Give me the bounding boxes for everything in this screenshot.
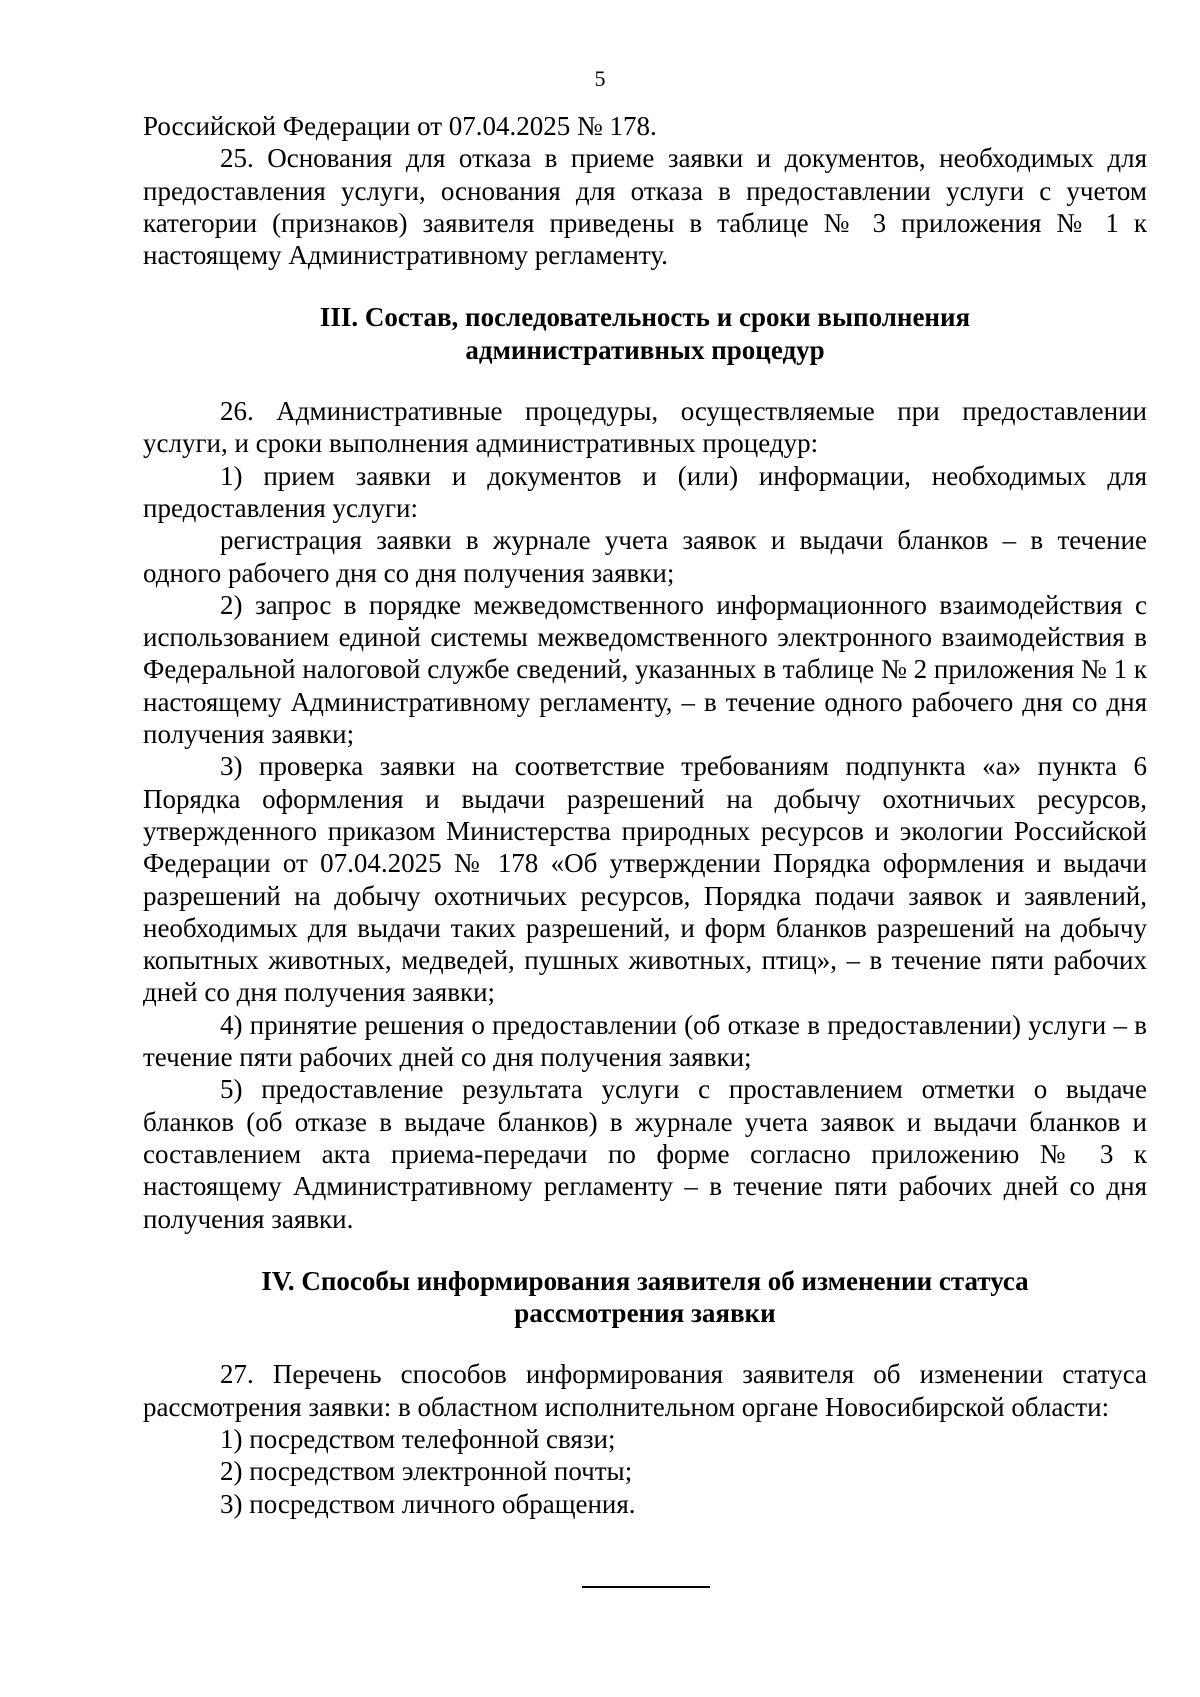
paragraph-27: 27. Перечень способов информирования заявителя об изменении статуса рассмотрения заявки: в областном исполнительном органе Новосибирской области: bbox=[143, 1359, 1147, 1422]
list-item-3: 3) проверка заявки на соответствие требованиям подпункта «а» пункта 6 Порядка оформления и выдачи разрешений на добычу охотничьих ресурсов, утвержденного приказом Министерства природных ресурсов и экологии Российской Федерации от 07.04.2025 № 178 «Об утверждении Порядка оформления и выдачи разрешений на добычу охотничьих ресурсов, Порядка подачи заявок и заявлений, необходимых для выдачи таких разрешений, и форм бланков разрешений на добычу копытных животных, медведей, пушных животных, птиц», – в течение пяти рабочих дней со дня получения заявки; bbox=[143, 751, 1147, 1008]
contact-method-2: 2) посредством электронной почты; bbox=[220, 1456, 633, 1487]
paragraph-26: 26. Административные процедуры, осуществляемые при предоставлении услуги, и сроки выполнения административных процедур: bbox=[143, 396, 1147, 459]
list-item-1: 1) прием заявки и документов и (или) информации, необходимых для предоставления услуги: bbox=[143, 460, 1147, 523]
contact-method-3: 3) посредством личного обращения. bbox=[220, 1488, 636, 1519]
end-of-document-rule bbox=[582, 1586, 710, 1588]
paragraph-continuation: Российской Федерации от 07.04.2025 № 178. bbox=[143, 111, 657, 141]
list-item-2: 2) запрос в порядке межведомственного информационного взаимодействия с использованием единой системы межведомственного электронного взаимодействия в Федеральной налоговой службе сведений, указанных в таблице № 2 приложения № 1 к настоящему Административному регламенту, – в течение одного рабочего дня со дня получения заявки; bbox=[143, 589, 1147, 750]
page-number: 5 bbox=[594, 66, 606, 91]
section-3-heading-line-1: III. Состав, последовательность и сроки выполнения bbox=[319, 302, 971, 333]
section-4-heading bbox=[143, 1265, 1147, 1330]
section-4-body bbox=[143, 1358, 1147, 1519]
paragraph-25: 25. Основания для отказа в приеме заявки и документов, необходимых для предоставления услуги, основания для отказа в предоставлении услуги с учетом категории (признаков) заявителя приведены в таблице № 3 приложения № 1 к настоящему Административному регламенту. bbox=[143, 143, 1147, 271]
list-item-5: 5) предоставление результата услуги с проставлением отметки о выдаче бланков (об отказе в выдаче бланков) в журнале учета заявок и выдачи бланков и составлением акта приема-передачи по форме согласно приложению № 3 к настоящему Административному регламенту – в течение пяти рабочих дней со дня получения заявки. bbox=[143, 1074, 1147, 1234]
document-body bbox=[143, 110, 1147, 1520]
contact-method-1: 1) посредством телефонной связи; bbox=[220, 1423, 616, 1454]
section-3-heading-line-2: административных процедур bbox=[465, 334, 825, 365]
section-4-heading-line-1: IV. Способы информирования заявителя об изменении статуса bbox=[261, 1265, 1029, 1296]
list-item-1-sub: регистрация заявки в журнале учета заявок и выдачи бланков – в течение одного рабочего дня со дня получения заявки; bbox=[143, 525, 1147, 588]
section-4-heading-line-2: рассмотрения заявки bbox=[514, 1298, 776, 1329]
section-3-heading bbox=[143, 301, 1147, 366]
section-3-body bbox=[143, 395, 1147, 1235]
list-item-4: 4) принятие решения о предоставлении (об отказе в предоставлении) услуги – в течение пяти рабочих дней со дня получения заявки; bbox=[143, 1009, 1147, 1073]
